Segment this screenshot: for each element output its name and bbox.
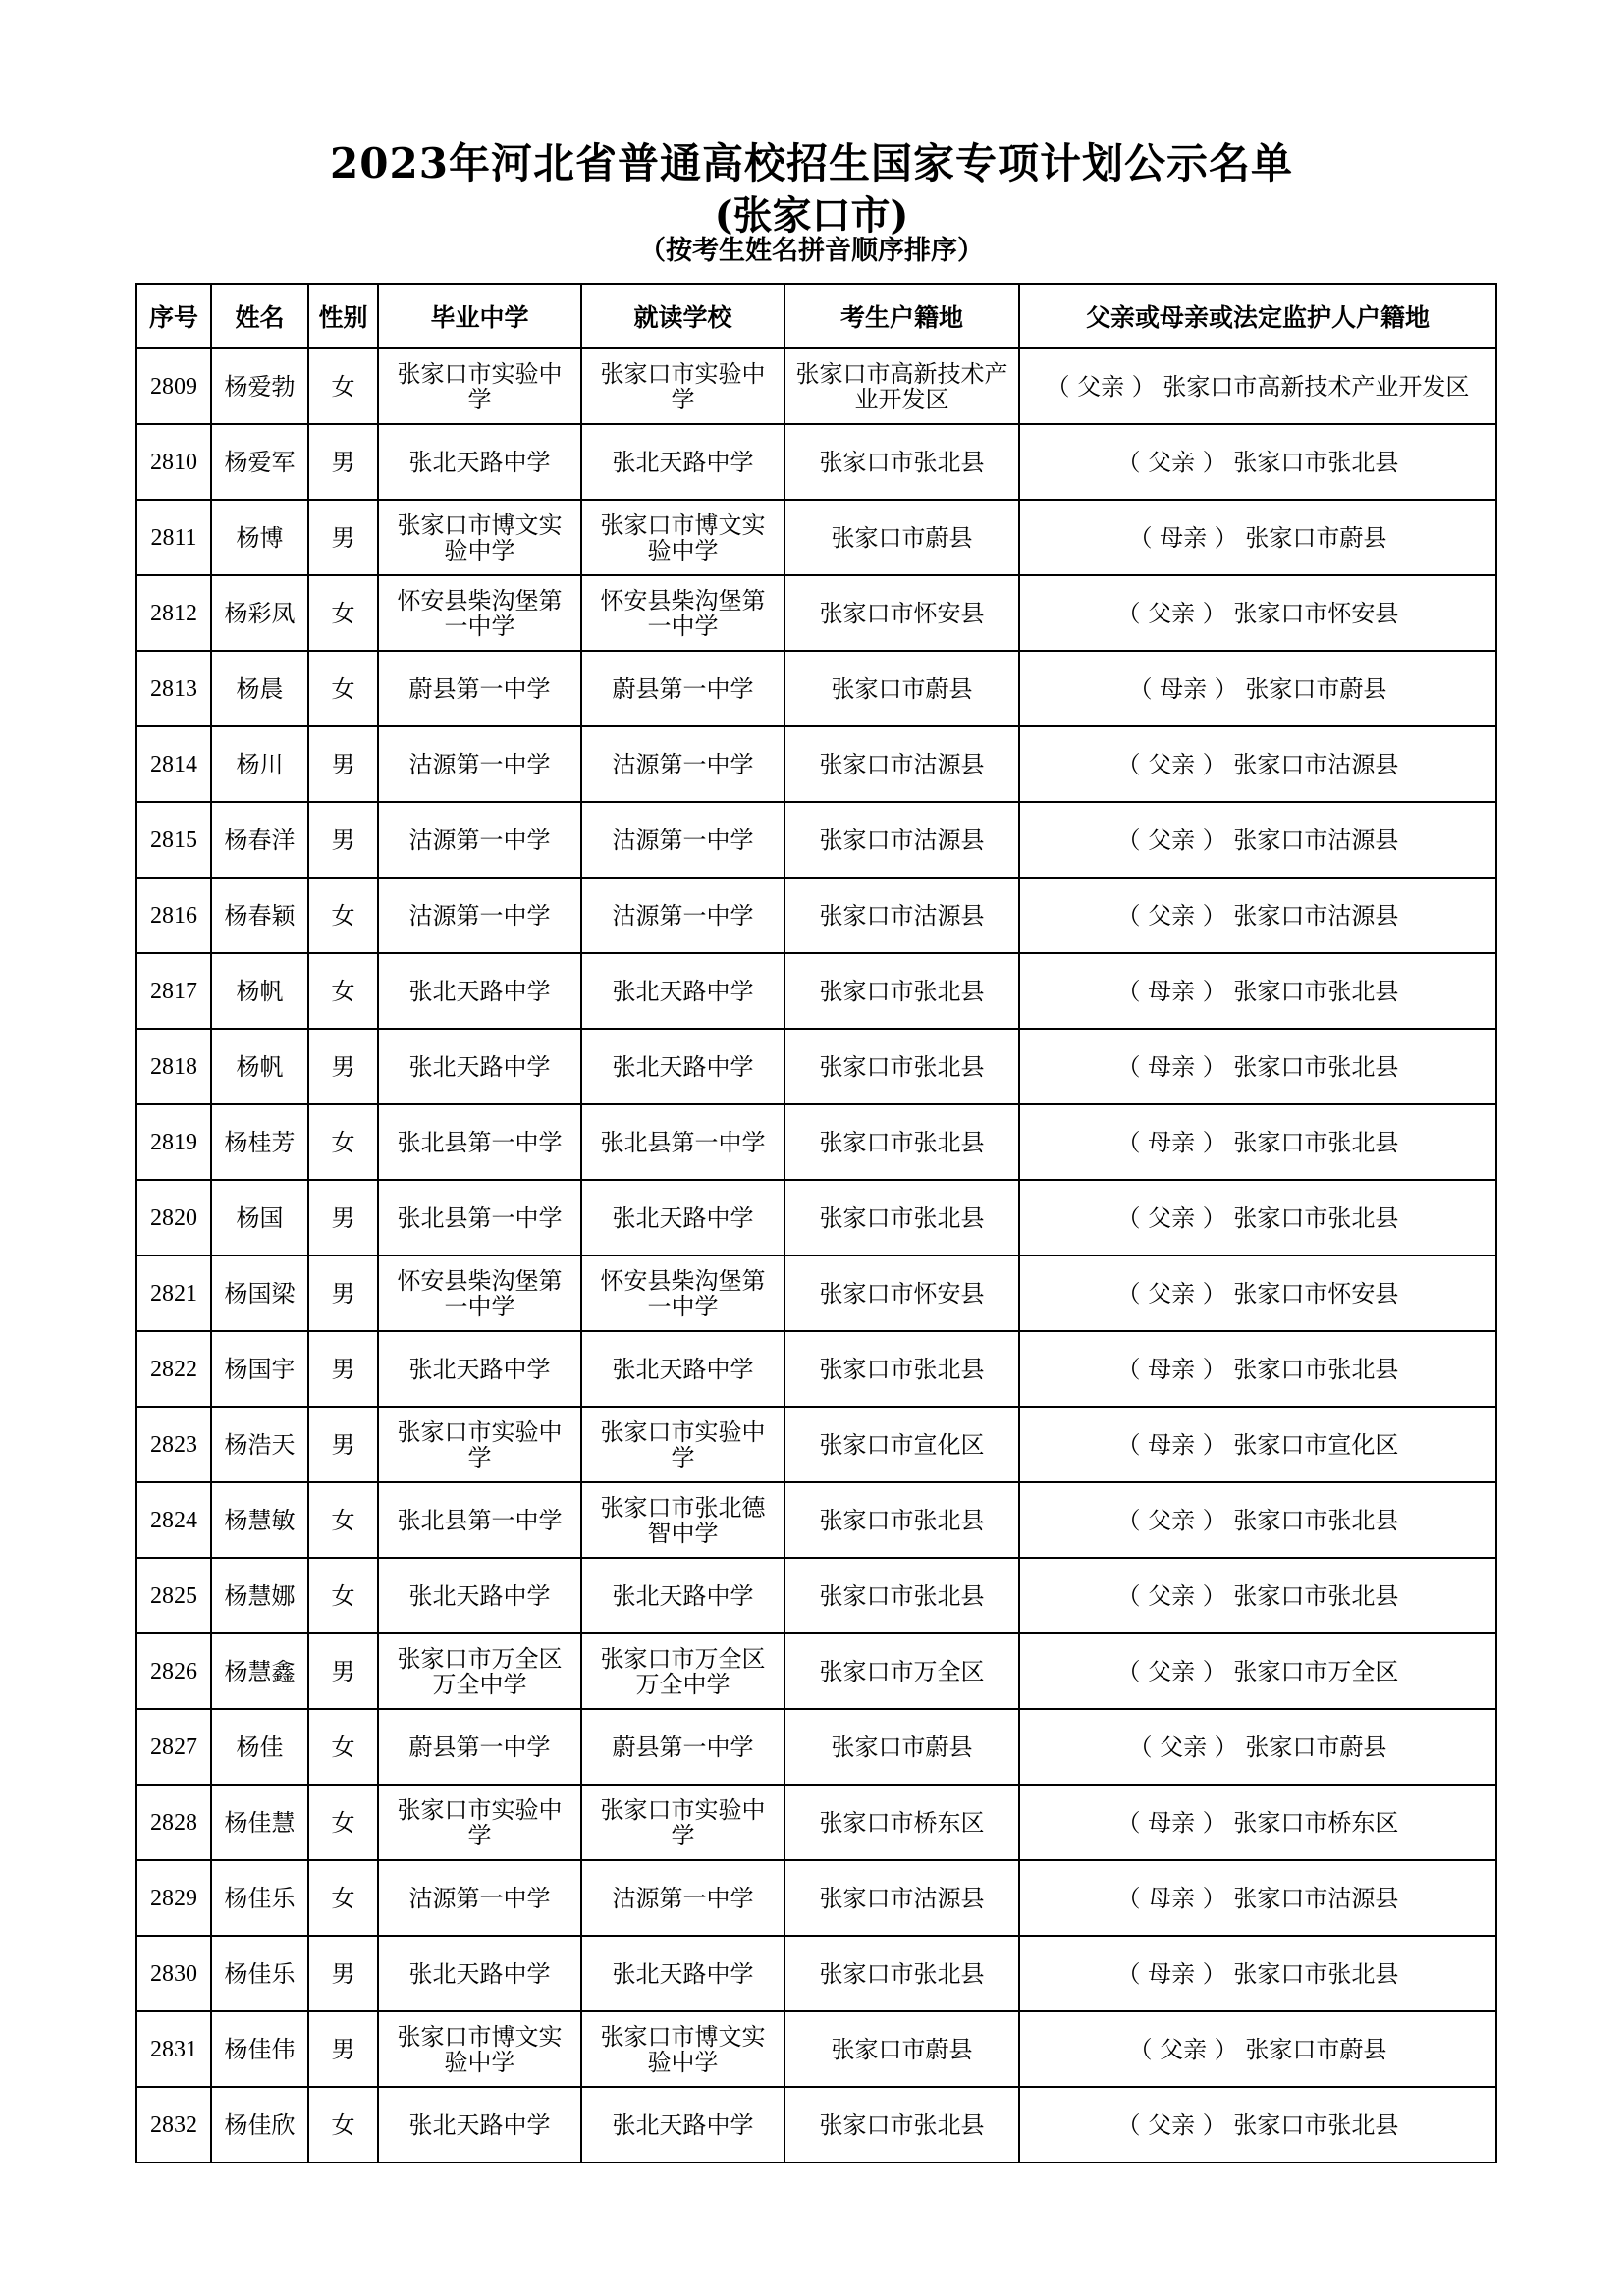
table-row [136, 1633, 1496, 1709]
name-cell: 杨国梁 [211, 1255, 308, 1331]
cell-text: 张家口市博文实验中学 [397, 2022, 563, 2076]
student-hukou-cell: 张家口市张北县 [784, 1558, 1019, 1633]
table-row [136, 2087, 1496, 2163]
current-school-cell [581, 1936, 784, 2011]
guardian-hukou-cell: （ 父亲 ） 张家口市沽源县 [1019, 878, 1496, 953]
table-row [136, 424, 1496, 500]
cell-text: 沽源第一中学 [612, 826, 754, 854]
cell-text: 张家口市张北德智中学 [600, 1493, 766, 1547]
student-hukou-cell: 张家口市张北县 [784, 2087, 1019, 2163]
student-hukou-cell: 张家口市怀安县 [784, 575, 1019, 651]
table-row [136, 348, 1496, 424]
student-hukou-cell: 张家口市沽源县 [784, 878, 1019, 953]
cell-text: 怀安县柴沟堡第一中学 [397, 586, 563, 640]
current-school-cell [581, 2087, 784, 2163]
gender-cell: 女 [308, 348, 378, 424]
cell-text: 张北天路中学 [612, 1052, 754, 1081]
student-hukou-cell: 张家口市沽源县 [784, 802, 1019, 878]
graduation-school-cell [378, 1331, 581, 1407]
current-school-cell [581, 500, 784, 575]
graduation-school-cell [378, 953, 581, 1029]
gender-cell: 女 [308, 878, 378, 953]
name-cell: 杨晨 [211, 651, 308, 726]
guardian-hukou-cell: （ 母亲 ） 张家口市张北县 [1019, 1331, 1496, 1407]
cell-text: 张北天路中学 [612, 1355, 754, 1383]
gender-cell: 男 [308, 1633, 378, 1709]
student-hukou-cell: 张家口市张北县 [784, 1331, 1019, 1407]
table-row [136, 726, 1496, 802]
name-cell: 杨彩凤 [211, 575, 308, 651]
cell-text: 张家口市实验中学 [397, 1417, 563, 1471]
name-cell: 杨佳乐 [211, 1860, 308, 1936]
guardian-hukou-cell: （ 父亲 ） 张家口市沽源县 [1019, 726, 1496, 802]
cell-text: 张家口市实验中学 [600, 1417, 766, 1471]
current-school-cell [581, 2011, 784, 2087]
graduation-school-cell [378, 2011, 581, 2087]
cell-text: 张北天路中学 [408, 1052, 551, 1081]
guardian-hukou-cell: （ 父亲 ） 张家口市张北县 [1019, 424, 1496, 500]
table-row [136, 1255, 1496, 1331]
gender-cell: 男 [308, 500, 378, 575]
name-cell: 杨佳 [211, 1709, 308, 1785]
guardian-hukou-cell: （ 母亲 ） 张家口市宣化区 [1019, 1407, 1496, 1482]
serial-number-cell: 2815 [136, 802, 211, 878]
header-cell: 考生户籍地 [784, 284, 1019, 348]
cell-text: 张北天路中学 [408, 1355, 551, 1383]
cell-text: 张北天路中学 [612, 448, 754, 476]
cell-text: 怀安县柴沟堡第一中学 [600, 586, 766, 640]
page-title: 2023年河北省普通高校招生国家专项计划公示名单 [330, 139, 1293, 187]
header-cell: 性别 [308, 284, 378, 348]
cell-text: 张家口市博文实验中学 [600, 510, 766, 564]
serial-number-cell: 2832 [136, 2087, 211, 2163]
table-row [136, 1407, 1496, 1482]
cell-text: 张家口市万全区万全中学 [600, 1644, 766, 1698]
student-hukou-cell: 张家口市高新技术产业开发区 [784, 348, 1019, 424]
gender-cell: 男 [308, 1180, 378, 1255]
table-row [136, 802, 1496, 878]
guardian-hukou-cell: （ 父亲 ） 张家口市张北县 [1019, 2087, 1496, 2163]
student-hukou-cell: 张家口市蔚县 [784, 500, 1019, 575]
graduation-school-cell [378, 1255, 581, 1331]
current-school-cell [581, 1558, 784, 1633]
current-school-cell [581, 726, 784, 802]
current-school-cell [581, 1029, 784, 1104]
cell-text: 沽源第一中学 [612, 1884, 754, 1912]
guardian-hukou-cell: （ 母亲 ） 张家口市桥东区 [1019, 1785, 1496, 1860]
cell-text: 张北县第一中学 [397, 1203, 563, 1232]
current-school-cell [581, 1331, 784, 1407]
header-cell: 姓名 [211, 284, 308, 348]
gender-cell: 男 [308, 726, 378, 802]
gender-cell: 女 [308, 575, 378, 651]
guardian-hukou-cell: （ 母亲 ） 张家口市沽源县 [1019, 1860, 1496, 1936]
name-cell: 杨春颖 [211, 878, 308, 953]
guardian-hukou-cell: （ 母亲 ） 张家口市张北县 [1019, 953, 1496, 1029]
name-cell: 杨博 [211, 500, 308, 575]
name-cell: 杨慧敏 [211, 1482, 308, 1558]
gender-cell: 男 [308, 1407, 378, 1482]
cell-text: 沽源第一中学 [408, 901, 551, 930]
name-cell: 杨帆 [211, 953, 308, 1029]
student-hukou-cell: 张家口市张北县 [784, 1936, 1019, 2011]
serial-number-cell: 2814 [136, 726, 211, 802]
cell-text: 张北天路中学 [408, 1581, 551, 1610]
graduation-school-cell [378, 348, 581, 424]
gender-cell: 女 [308, 1709, 378, 1785]
student-hukou-cell: 张家口市张北县 [784, 1104, 1019, 1180]
guardian-hukou-cell: （ 父亲 ） 张家口市怀安县 [1019, 1255, 1496, 1331]
graduation-school-cell [378, 500, 581, 575]
guardian-hukou-cell: （ 父亲 ） 张家口市张北县 [1019, 1482, 1496, 1558]
table-row [136, 1936, 1496, 2011]
serial-number-cell: 2824 [136, 1482, 211, 1558]
guardian-hukou-cell: （ 父亲 ） 张家口市沽源县 [1019, 802, 1496, 878]
graduation-school-cell [378, 1104, 581, 1180]
name-cell: 杨爱军 [211, 424, 308, 500]
guardian-hukou-cell: （ 父亲 ） 张家口市万全区 [1019, 1633, 1496, 1709]
serial-number-cell: 2830 [136, 1936, 211, 2011]
student-hukou-cell: 张家口市蔚县 [784, 1709, 1019, 1785]
table-row [136, 2011, 1496, 2087]
cell-text: 张家口市实验中学 [600, 359, 766, 413]
current-school-cell [581, 575, 784, 651]
serial-number-cell: 2822 [136, 1331, 211, 1407]
current-school-cell [581, 348, 784, 424]
serial-number-cell: 2827 [136, 1709, 211, 1785]
cell-text: 张北县第一中学 [397, 1506, 563, 1534]
table-row [136, 1029, 1496, 1104]
graduation-school-cell [378, 1029, 581, 1104]
table-row [136, 500, 1496, 575]
name-cell: 杨慧娜 [211, 1558, 308, 1633]
gender-cell: 男 [308, 1255, 378, 1331]
serial-number-cell: 2823 [136, 1407, 211, 1482]
graduation-school-cell [378, 1633, 581, 1709]
gender-cell: 男 [308, 2011, 378, 2087]
name-cell: 杨国宇 [211, 1331, 308, 1407]
gender-cell: 男 [308, 1331, 378, 1407]
graduation-school-cell [378, 802, 581, 878]
name-cell: 杨佳慧 [211, 1785, 308, 1860]
table-row [136, 1558, 1496, 1633]
cell-text: 蔚县第一中学 [408, 674, 551, 703]
cell-text: 张北天路中学 [612, 1203, 754, 1232]
cell-text: 怀安县柴沟堡第一中学 [600, 1266, 766, 1320]
gender-cell: 男 [308, 424, 378, 500]
graduation-school-cell [378, 1860, 581, 1936]
guardian-hukou-cell: （ 母亲 ） 张家口市蔚县 [1019, 651, 1496, 726]
serial-number-cell: 2810 [136, 424, 211, 500]
student-hukou-cell: 张家口市蔚县 [784, 2011, 1019, 2087]
student-hukou-cell: 张家口市蔚县 [784, 651, 1019, 726]
table-row [136, 1104, 1496, 1180]
name-cell: 杨佳伟 [211, 2011, 308, 2087]
cell-text: 蔚县第一中学 [612, 674, 754, 703]
table-row [136, 1785, 1496, 1860]
header-cell: 父亲或母亲或法定监护人户籍地 [1019, 284, 1496, 348]
gender-cell: 女 [308, 1482, 378, 1558]
gender-cell: 女 [308, 1104, 378, 1180]
current-school-cell [581, 424, 784, 500]
student-hukou-cell: 张家口市张北县 [784, 424, 1019, 500]
cell-text: 沽源第一中学 [612, 750, 754, 778]
name-cell: 杨佳欣 [211, 2087, 308, 2163]
header-cell: 序号 [136, 284, 211, 348]
cell-text: 怀安县柴沟堡第一中学 [397, 1266, 563, 1320]
student-hukou-cell: 张家口市宣化区 [784, 1407, 1019, 1482]
current-school-cell [581, 1255, 784, 1331]
serial-number-cell: 2826 [136, 1633, 211, 1709]
graduation-school-cell [378, 1180, 581, 1255]
current-school-cell [581, 651, 784, 726]
cell-text: 沽源第一中学 [408, 1884, 551, 1912]
name-cell: 杨慧鑫 [211, 1633, 308, 1709]
serial-number-cell: 2825 [136, 1558, 211, 1633]
guardian-hukou-cell: （ 母亲 ） 张家口市蔚县 [1019, 500, 1496, 575]
cell-text: 沽源第一中学 [408, 750, 551, 778]
current-school-cell [581, 953, 784, 1029]
student-hukou-cell: 张家口市沽源县 [784, 1860, 1019, 1936]
page-subtitle-city: (张家口市) [714, 192, 909, 239]
serial-number-cell: 2820 [136, 1180, 211, 1255]
current-school-cell [581, 1180, 784, 1255]
serial-number-cell: 2831 [136, 2011, 211, 2087]
serial-number-cell: 2828 [136, 1785, 211, 1860]
table-row [136, 1709, 1496, 1785]
serial-number-cell: 2816 [136, 878, 211, 953]
current-school-cell [581, 1407, 784, 1482]
current-school-cell [581, 1709, 784, 1785]
cell-text: 张北天路中学 [408, 2110, 551, 2139]
cell-text: 张北县第一中学 [600, 1128, 766, 1156]
student-hukou-cell: 张家口市沽源县 [784, 726, 1019, 802]
cell-text: 蔚县第一中学 [612, 1733, 754, 1761]
guardian-hukou-cell: （ 母亲 ） 张家口市张北县 [1019, 1104, 1496, 1180]
cell-text: 张家口市实验中学 [600, 1795, 766, 1849]
name-cell: 杨国 [211, 1180, 308, 1255]
cell-text: 张北天路中学 [612, 2110, 754, 2139]
name-cell: 杨爱勃 [211, 348, 308, 424]
graduation-school-cell [378, 1709, 581, 1785]
cell-text: 张家口市万全区万全中学 [397, 1644, 563, 1698]
gender-cell: 女 [308, 1860, 378, 1936]
current-school-cell [581, 878, 784, 953]
cell-text: 张北天路中学 [408, 977, 551, 1005]
graduation-school-cell [378, 1936, 581, 2011]
guardian-hukou-cell: （ 母亲 ） 张家口市张北县 [1019, 1029, 1496, 1104]
serial-number-cell: 2811 [136, 500, 211, 575]
guardian-hukou-cell: （ 父亲 ） 张家口市张北县 [1019, 1180, 1496, 1255]
page-subtitle-sort-note: （按考生姓名拼音顺序排序） [639, 236, 984, 266]
cell-text: 沽源第一中学 [612, 901, 754, 930]
table-row [136, 651, 1496, 726]
table-row [136, 953, 1496, 1029]
cell-text: 张家口市实验中学 [397, 1795, 563, 1849]
student-hukou-cell: 张家口市万全区 [784, 1633, 1019, 1709]
graduation-school-cell [378, 651, 581, 726]
gender-cell: 女 [308, 1785, 378, 1860]
header-cell: 就读学校 [581, 284, 784, 348]
name-cell: 杨浩天 [211, 1407, 308, 1482]
cell-text: 张家口市博文实验中学 [397, 510, 563, 564]
serial-number-cell: 2829 [136, 1860, 211, 1936]
graduation-school-cell [378, 1482, 581, 1558]
table-row [136, 1860, 1496, 1936]
guardian-hukou-cell: （ 父亲 ） 张家口市蔚县 [1019, 2011, 1496, 2087]
graduation-school-cell [378, 1407, 581, 1482]
header-cell: 毕业中学 [378, 284, 581, 348]
gender-cell: 女 [308, 2087, 378, 2163]
student-hukou-cell: 张家口市张北县 [784, 953, 1019, 1029]
cell-text: 蔚县第一中学 [408, 1733, 551, 1761]
cell-text: 张北天路中学 [408, 448, 551, 476]
name-cell: 杨桂芳 [211, 1104, 308, 1180]
serial-number-cell: 2818 [136, 1029, 211, 1104]
gender-cell: 女 [308, 1558, 378, 1633]
serial-number-cell: 2809 [136, 348, 211, 424]
guardian-hukou-cell: （ 母亲 ） 张家口市张北县 [1019, 1936, 1496, 2011]
table-body [136, 348, 1496, 2163]
current-school-cell [581, 1785, 784, 1860]
current-school-cell [581, 1633, 784, 1709]
graduation-school-cell [378, 726, 581, 802]
cell-text: 张家口市实验中学 [397, 359, 563, 413]
guardian-hukou-cell: （ 父亲 ） 张家口市怀安县 [1019, 575, 1496, 651]
current-school-cell [581, 1104, 784, 1180]
name-cell: 杨川 [211, 726, 308, 802]
student-hukou-cell: 张家口市张北县 [784, 1180, 1019, 1255]
roster-table [135, 283, 1497, 2163]
table-header-row [136, 284, 1496, 348]
table-row [136, 1482, 1496, 1558]
cell-text: 张北天路中学 [612, 1581, 754, 1610]
student-hukou-cell: 张家口市怀安县 [784, 1255, 1019, 1331]
graduation-school-cell [378, 1785, 581, 1860]
table-row [136, 1180, 1496, 1255]
table-row [136, 878, 1496, 953]
table-row [136, 1331, 1496, 1407]
current-school-cell [581, 802, 784, 878]
name-cell: 杨佳乐 [211, 1936, 308, 2011]
graduation-school-cell [378, 424, 581, 500]
gender-cell: 男 [308, 1029, 378, 1104]
graduation-school-cell [378, 878, 581, 953]
gender-cell: 女 [308, 651, 378, 726]
name-cell: 杨帆 [211, 1029, 308, 1104]
serial-number-cell: 2813 [136, 651, 211, 726]
guardian-hukou-cell: （ 父亲 ） 张家口市高新技术产业开发区 [1019, 348, 1496, 424]
serial-number-cell: 2821 [136, 1255, 211, 1331]
name-cell: 杨春洋 [211, 802, 308, 878]
graduation-school-cell [378, 575, 581, 651]
graduation-school-cell [378, 1558, 581, 1633]
gender-cell: 男 [308, 802, 378, 878]
cell-text: 沽源第一中学 [408, 826, 551, 854]
serial-number-cell: 2812 [136, 575, 211, 651]
guardian-hukou-cell: （ 父亲 ） 张家口市张北县 [1019, 1558, 1496, 1633]
guardian-hukou-cell: （ 父亲 ） 张家口市蔚县 [1019, 1709, 1496, 1785]
cell-text: 张北天路中学 [408, 1959, 551, 1988]
current-school-cell [581, 1482, 784, 1558]
student-hukou-cell: 张家口市张北县 [784, 1029, 1019, 1104]
cell-text: 张北天路中学 [612, 1959, 754, 1988]
table-row [136, 575, 1496, 651]
graduation-school-cell [378, 2087, 581, 2163]
student-hukou-cell: 张家口市桥东区 [784, 1785, 1019, 1860]
cell-text: 张北天路中学 [612, 977, 754, 1005]
serial-number-cell: 2817 [136, 953, 211, 1029]
serial-number-cell: 2819 [136, 1104, 211, 1180]
gender-cell: 男 [308, 1936, 378, 2011]
gender-cell: 女 [308, 953, 378, 1029]
cell-text: 张北县第一中学 [397, 1128, 563, 1156]
student-hukou-cell: 张家口市张北县 [784, 1482, 1019, 1558]
current-school-cell [581, 1860, 784, 1936]
cell-text: 张家口市博文实验中学 [600, 2022, 766, 2076]
